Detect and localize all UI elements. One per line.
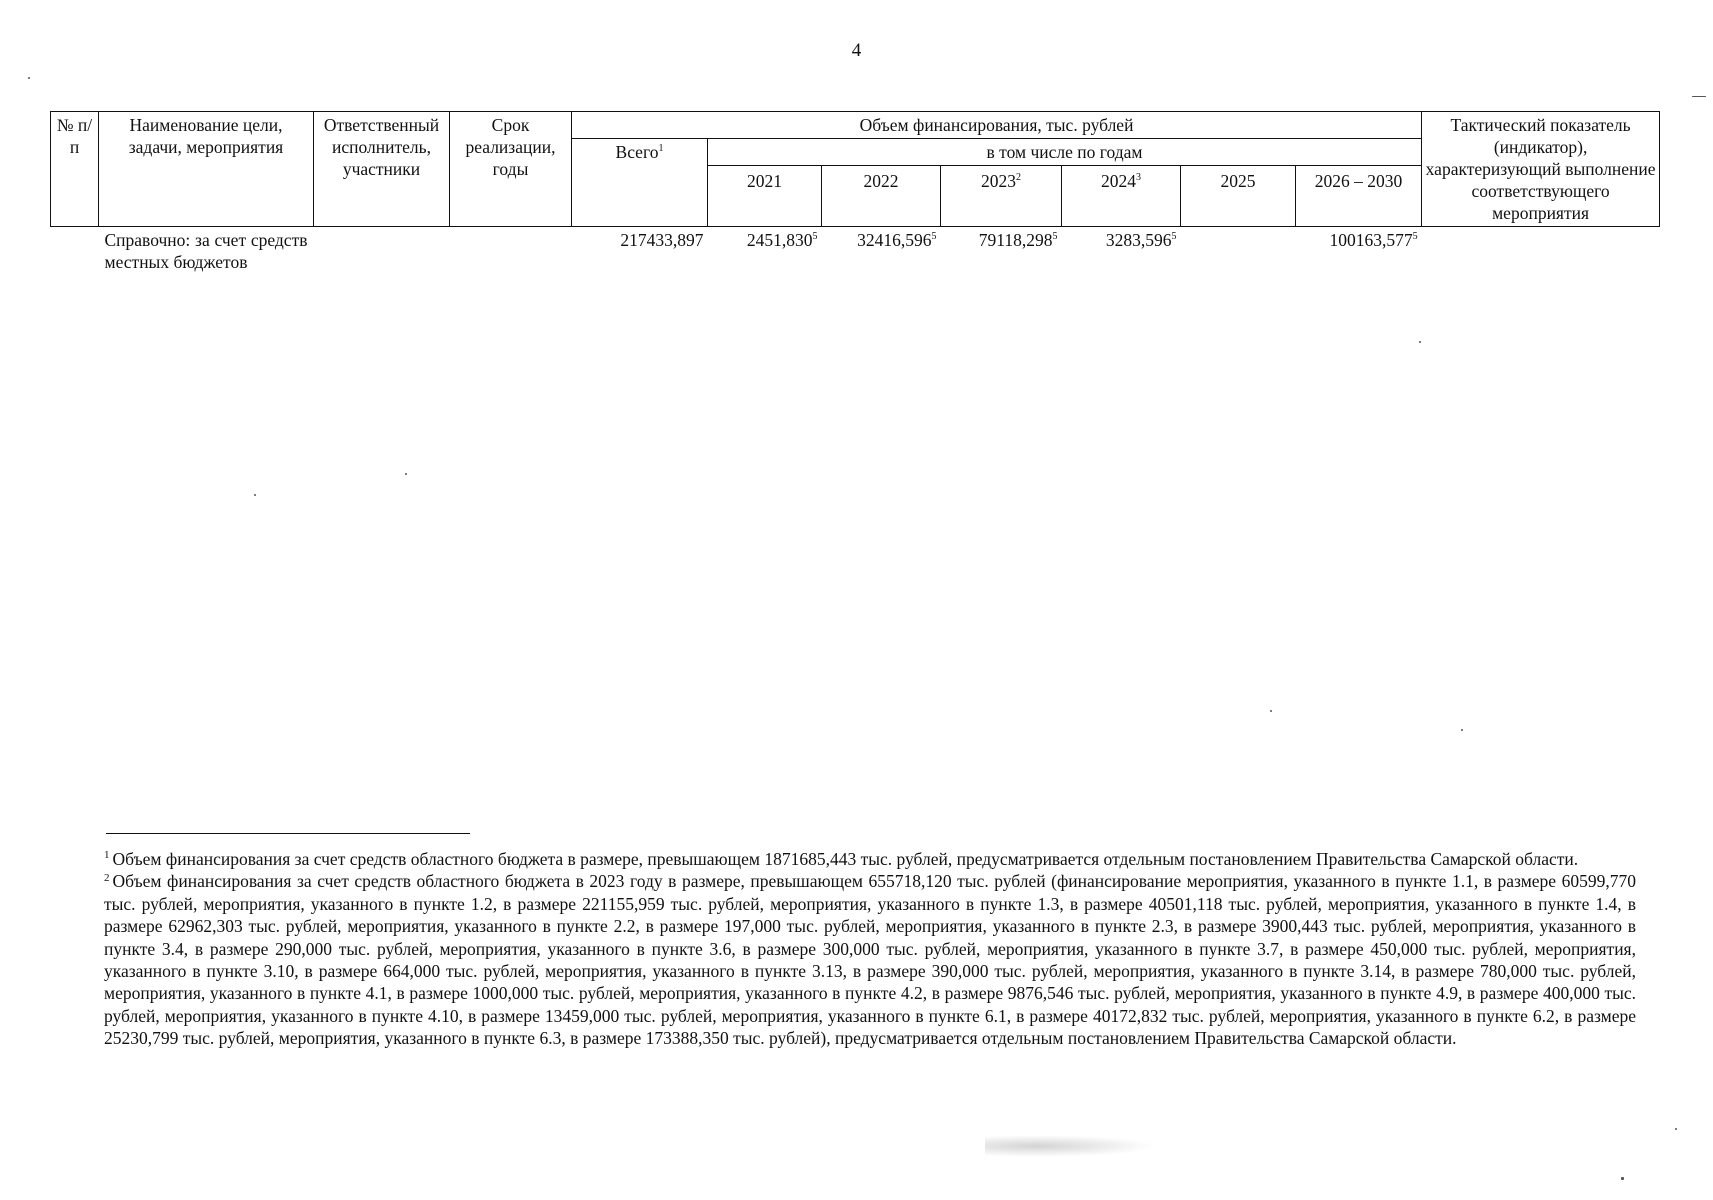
footnote — [104, 848, 1636, 870]
year-label: 2023 — [981, 171, 1016, 191]
header-executor: Ответственный исполнитель, участники — [314, 112, 450, 227]
header-indicator: Тактический показатель (индикатор), характеризующий выполнение соответствующего мероприятия — [1422, 112, 1660, 227]
value: 79118,298 — [978, 230, 1053, 250]
footnote-separator — [106, 833, 470, 834]
cell-executor — [314, 227, 450, 274]
scan-speck — [1270, 710, 1272, 712]
cell-year-value — [708, 227, 822, 274]
value: 32416,596 — [857, 230, 932, 250]
footnotes — [104, 848, 1636, 1050]
header-year — [822, 166, 941, 227]
year-label: 2022 — [863, 171, 899, 191]
scan-speck — [1621, 1177, 1624, 1180]
header-year — [941, 166, 1062, 227]
scan-speck — [1461, 729, 1463, 731]
cell-year-value — [822, 227, 941, 274]
financing-table — [50, 111, 1660, 273]
header-year — [708, 166, 822, 227]
footnote-ref: 5 — [1171, 231, 1177, 243]
year-label: 2021 — [747, 171, 782, 191]
footnote-mark: 2 — [104, 871, 110, 884]
footnote-mark: 1 — [104, 849, 110, 862]
scan-speck — [28, 77, 30, 79]
cell-num — [51, 227, 99, 274]
year-label: 2025 — [1220, 171, 1256, 191]
scan-speck — [254, 494, 256, 496]
value: 3283,596 — [1105, 230, 1172, 250]
footnote-text: Объем финансирования за счет средств областного бюджета в 2023 году в размере, превышающем 655718,120 тыс. рублей (финансирование мероприятия, указанного в пункте 1.1, в размере 60599,770 тыс. рублей, мероприятия, указанного в пункте 1.2, в размере 221155,959 тыс. рублей, мероприятия, указанного в пункте 1.3, в размере 40501,118 тыс. рублей, мероприятия, указанного в пункте 1.4, в размере 62962,303 тыс. рублей, мероприятия, указанного в пункте 2.2, в размере 197,000 тыс. рублей, мероприятия, указанного в пункте 2.3, в размере 3900,443 тыс. рублей, мероприятия, указанного в пункте 3.4, в размере 290,000 тыс. рублей, мероприятия, указанного в пункте 3.6, в размере 300,000 тыс. рублей, мероприятия, указанного в пункте 3.7, в размере 450,000 тыс. рублей, мероприятия, указанного в пункте 3.10, в размере 664,000 тыс. рублей, мероприятия, указанного в пункте 3.13, в размере 390,000 тыс. рублей, мероприятия, указанного в пункте 3.14, в размере 780,000 тыс. рублей, мероприятия, указанного в пункте 4.1, в размере 1000,000 тыс. рублей, мероприятия, указанного в пункте 4.2, в размере 9876,546 тыс. рублей, мероприятия, указанного в пункте 4.9, в размере 400,000 тыс. рублей, мероприятия, указанного в пункте 4.10, в размере 13459,000 тыс. рублей, мероприятия, указанного в пункте 6.1, в размере 40172,832 тыс. рублей, мероприятия, указанного в пункте 6.2, в размере 25230,799 тыс. рублей, мероприятия, указанного в пункте 6.3, в размере 173388,350 тыс. рублей), предусматривается отдельным постановлением Правительства Самарской области. — [104, 871, 1636, 1049]
footnote-text: Объем финансирования за счет средств областного бюджета в размере, превышающем 1871685,443 тыс. рублей, предусматривается отдельным постановлением Правительства Самарской области. — [112, 849, 1579, 869]
cell-total: 217433,897 — [620, 230, 704, 250]
table-row — [51, 227, 1660, 274]
footnote-ref: 5 — [1412, 231, 1418, 243]
cell-year-value — [1296, 227, 1422, 274]
scan-speck — [1419, 341, 1421, 343]
footnote-ref: 3 — [1136, 172, 1141, 184]
footnote-ref: 5 — [812, 231, 818, 243]
header-num: № п/п — [51, 112, 99, 227]
value: 2451,830 — [746, 230, 813, 250]
header-year — [1181, 166, 1296, 227]
value: 100163,577 — [1329, 230, 1413, 250]
scan-smudge — [985, 1135, 1155, 1157]
scan-speck — [405, 473, 407, 475]
header-by-years: в том числе по годам — [708, 139, 1422, 166]
footnote-ref: 5 — [931, 231, 937, 243]
year-label: 2024 — [1101, 171, 1136, 191]
header-name: Наименование цели, задачи, мероприятия — [99, 112, 314, 227]
footnote — [104, 870, 1636, 1049]
cell-indicator — [1422, 227, 1660, 274]
footnote-ref: 1 — [658, 143, 664, 155]
scan-speck — [1675, 1128, 1677, 1130]
header-term: Срок реализации, годы — [450, 112, 572, 227]
cell-year-value — [941, 227, 1062, 274]
header-year — [1062, 166, 1181, 227]
cell-term — [450, 227, 572, 274]
footnote-ref: 5 — [1052, 231, 1058, 243]
cell-year-value — [1181, 227, 1296, 274]
header-total — [572, 139, 708, 227]
cell-name: Справочно: за счет средств местных бюджетов — [104, 230, 308, 272]
page-number: 4 — [851, 40, 862, 61]
scan-speck — [1692, 96, 1706, 97]
header-funding: Объем финансирования, тыс. рублей — [572, 112, 1422, 139]
header-year — [1296, 166, 1422, 227]
year-label: 2026 – 2030 — [1314, 171, 1403, 191]
cell-year-value — [1062, 227, 1181, 274]
header-total-label: Всего — [615, 142, 659, 162]
footnote-ref: 2 — [1016, 172, 1021, 184]
